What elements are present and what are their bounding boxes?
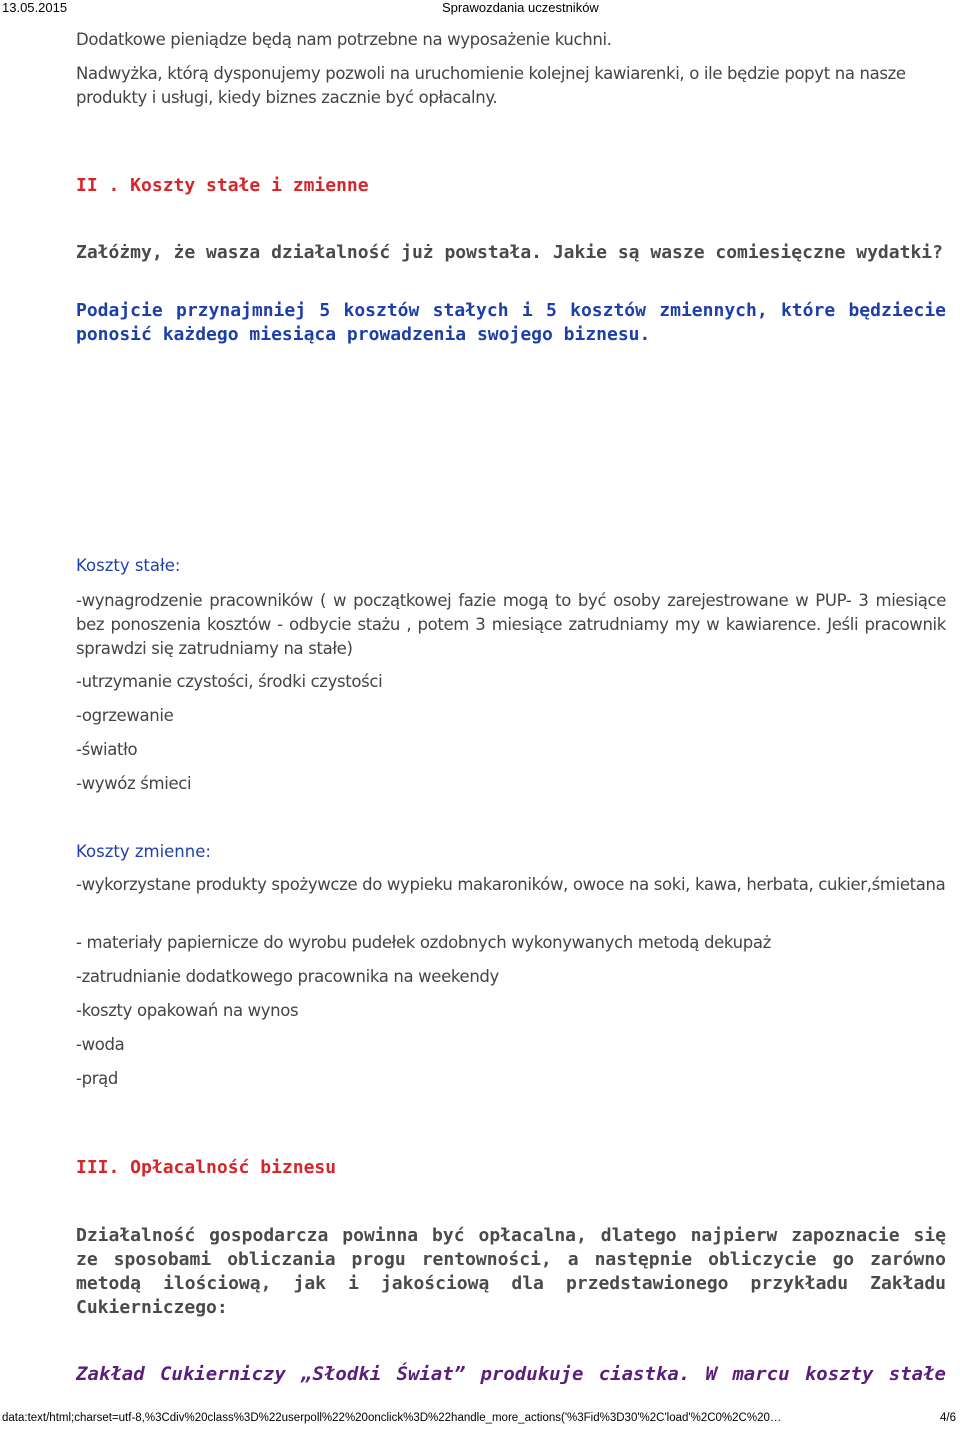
fixed-cost-item: -ogrzewanie bbox=[76, 706, 174, 725]
section-2-heading: II . Koszty stałe i zmienne bbox=[76, 175, 369, 196]
variable-cost-item: -wykorzystane produkty spożywcze do wypieku makaroników, owoce na soki, kawa, herbata, cukier,śmietana bbox=[76, 875, 946, 894]
section-3-example: Zakład Cukierniczy „Słodki Świat” produkuje ciastka. W marcu koszty stałe bbox=[76, 1363, 946, 1385]
fixed-cost-item: -światło bbox=[76, 740, 138, 759]
fixed-cost-item: -wynagrodzenie pracowników ( w początkowej fazie mogą to być osoby zarejestrowane w PUP- 3 miesiące bez ponoszenia kosztów - odbycie stażu , potem 3 miesiące zatrudniamy my w kawiarence. Jeśli pracownik sprawdzi się zatrudniamy na stałe) bbox=[76, 591, 946, 658]
fixed-cost-item: -utrzymanie czystości, środki czystości bbox=[76, 672, 383, 691]
print-header bbox=[0, 0, 960, 18]
fixed-cost-item: -wywóz śmieci bbox=[76, 774, 192, 793]
variable-costs-label: Koszty zmienne: bbox=[76, 842, 211, 861]
print-url: data:text/html;charset=utf-8,%3Cdiv%20class%3D%22userpoll%22%20onclick%3D%22handle_more_actions('%3Fid%3D30'%2C'load'%2C0%2C%20… bbox=[2, 1412, 782, 1424]
print-date: 13.05.2015 bbox=[2, 0, 68, 15]
section-3-body: Działalność gospodarcza powinna być opłacalna, dlatego najpierw zapoznacie się ze sposobami obliczania progu rentowności, a następnie obliczycie go zarówno metodą ilościową, jak i jakościową dla przedstawionego przykładu Zakładu Cukierniczego: bbox=[76, 1225, 946, 1318]
section-3-heading: III. Opłacalność biznesu bbox=[76, 1157, 337, 1178]
print-page-title: Sprawozdania uczestników bbox=[442, 0, 599, 15]
print-footer bbox=[0, 1412, 960, 1432]
variable-cost-item: - materiały papiernicze do wyrobu pudełek ozdobnych wykonywanych metodą dekupaż bbox=[76, 933, 771, 952]
intro-paragraph-2: Nadwyżka, którą dysponujemy pozwoli na uruchomienie kolejnej kawiarenki, o ile będzie popyt na nasze produkty i usługi, kiedy biznes zacznie być opłacalny. bbox=[76, 64, 906, 107]
intro-paragraph-1: Dodatkowe pieniądze będą nam potrzebne na wyposażenie kuchni. bbox=[76, 30, 612, 49]
fixed-costs-label: Koszty stałe: bbox=[76, 556, 181, 575]
section-2-question: Załóżmy, że wasza działalność już powstała. Jakie są wasze comiesięczne wydatki? bbox=[76, 242, 943, 263]
variable-cost-item: -koszty opakowań na wynos bbox=[76, 1001, 299, 1020]
variable-cost-item: -woda bbox=[76, 1035, 125, 1054]
section-2-task: Podajcie przynajmniej 5 kosztów stałych i 5 kosztów zmiennych, które będziecie ponosić każdego miesiąca prowadzenia swojego biznesu. bbox=[76, 300, 946, 345]
page-number: 4/6 bbox=[940, 1412, 956, 1424]
variable-cost-item: -prąd bbox=[76, 1069, 119, 1088]
variable-cost-item: -zatrudnianie dodatkowego pracownika na weekendy bbox=[76, 967, 499, 986]
